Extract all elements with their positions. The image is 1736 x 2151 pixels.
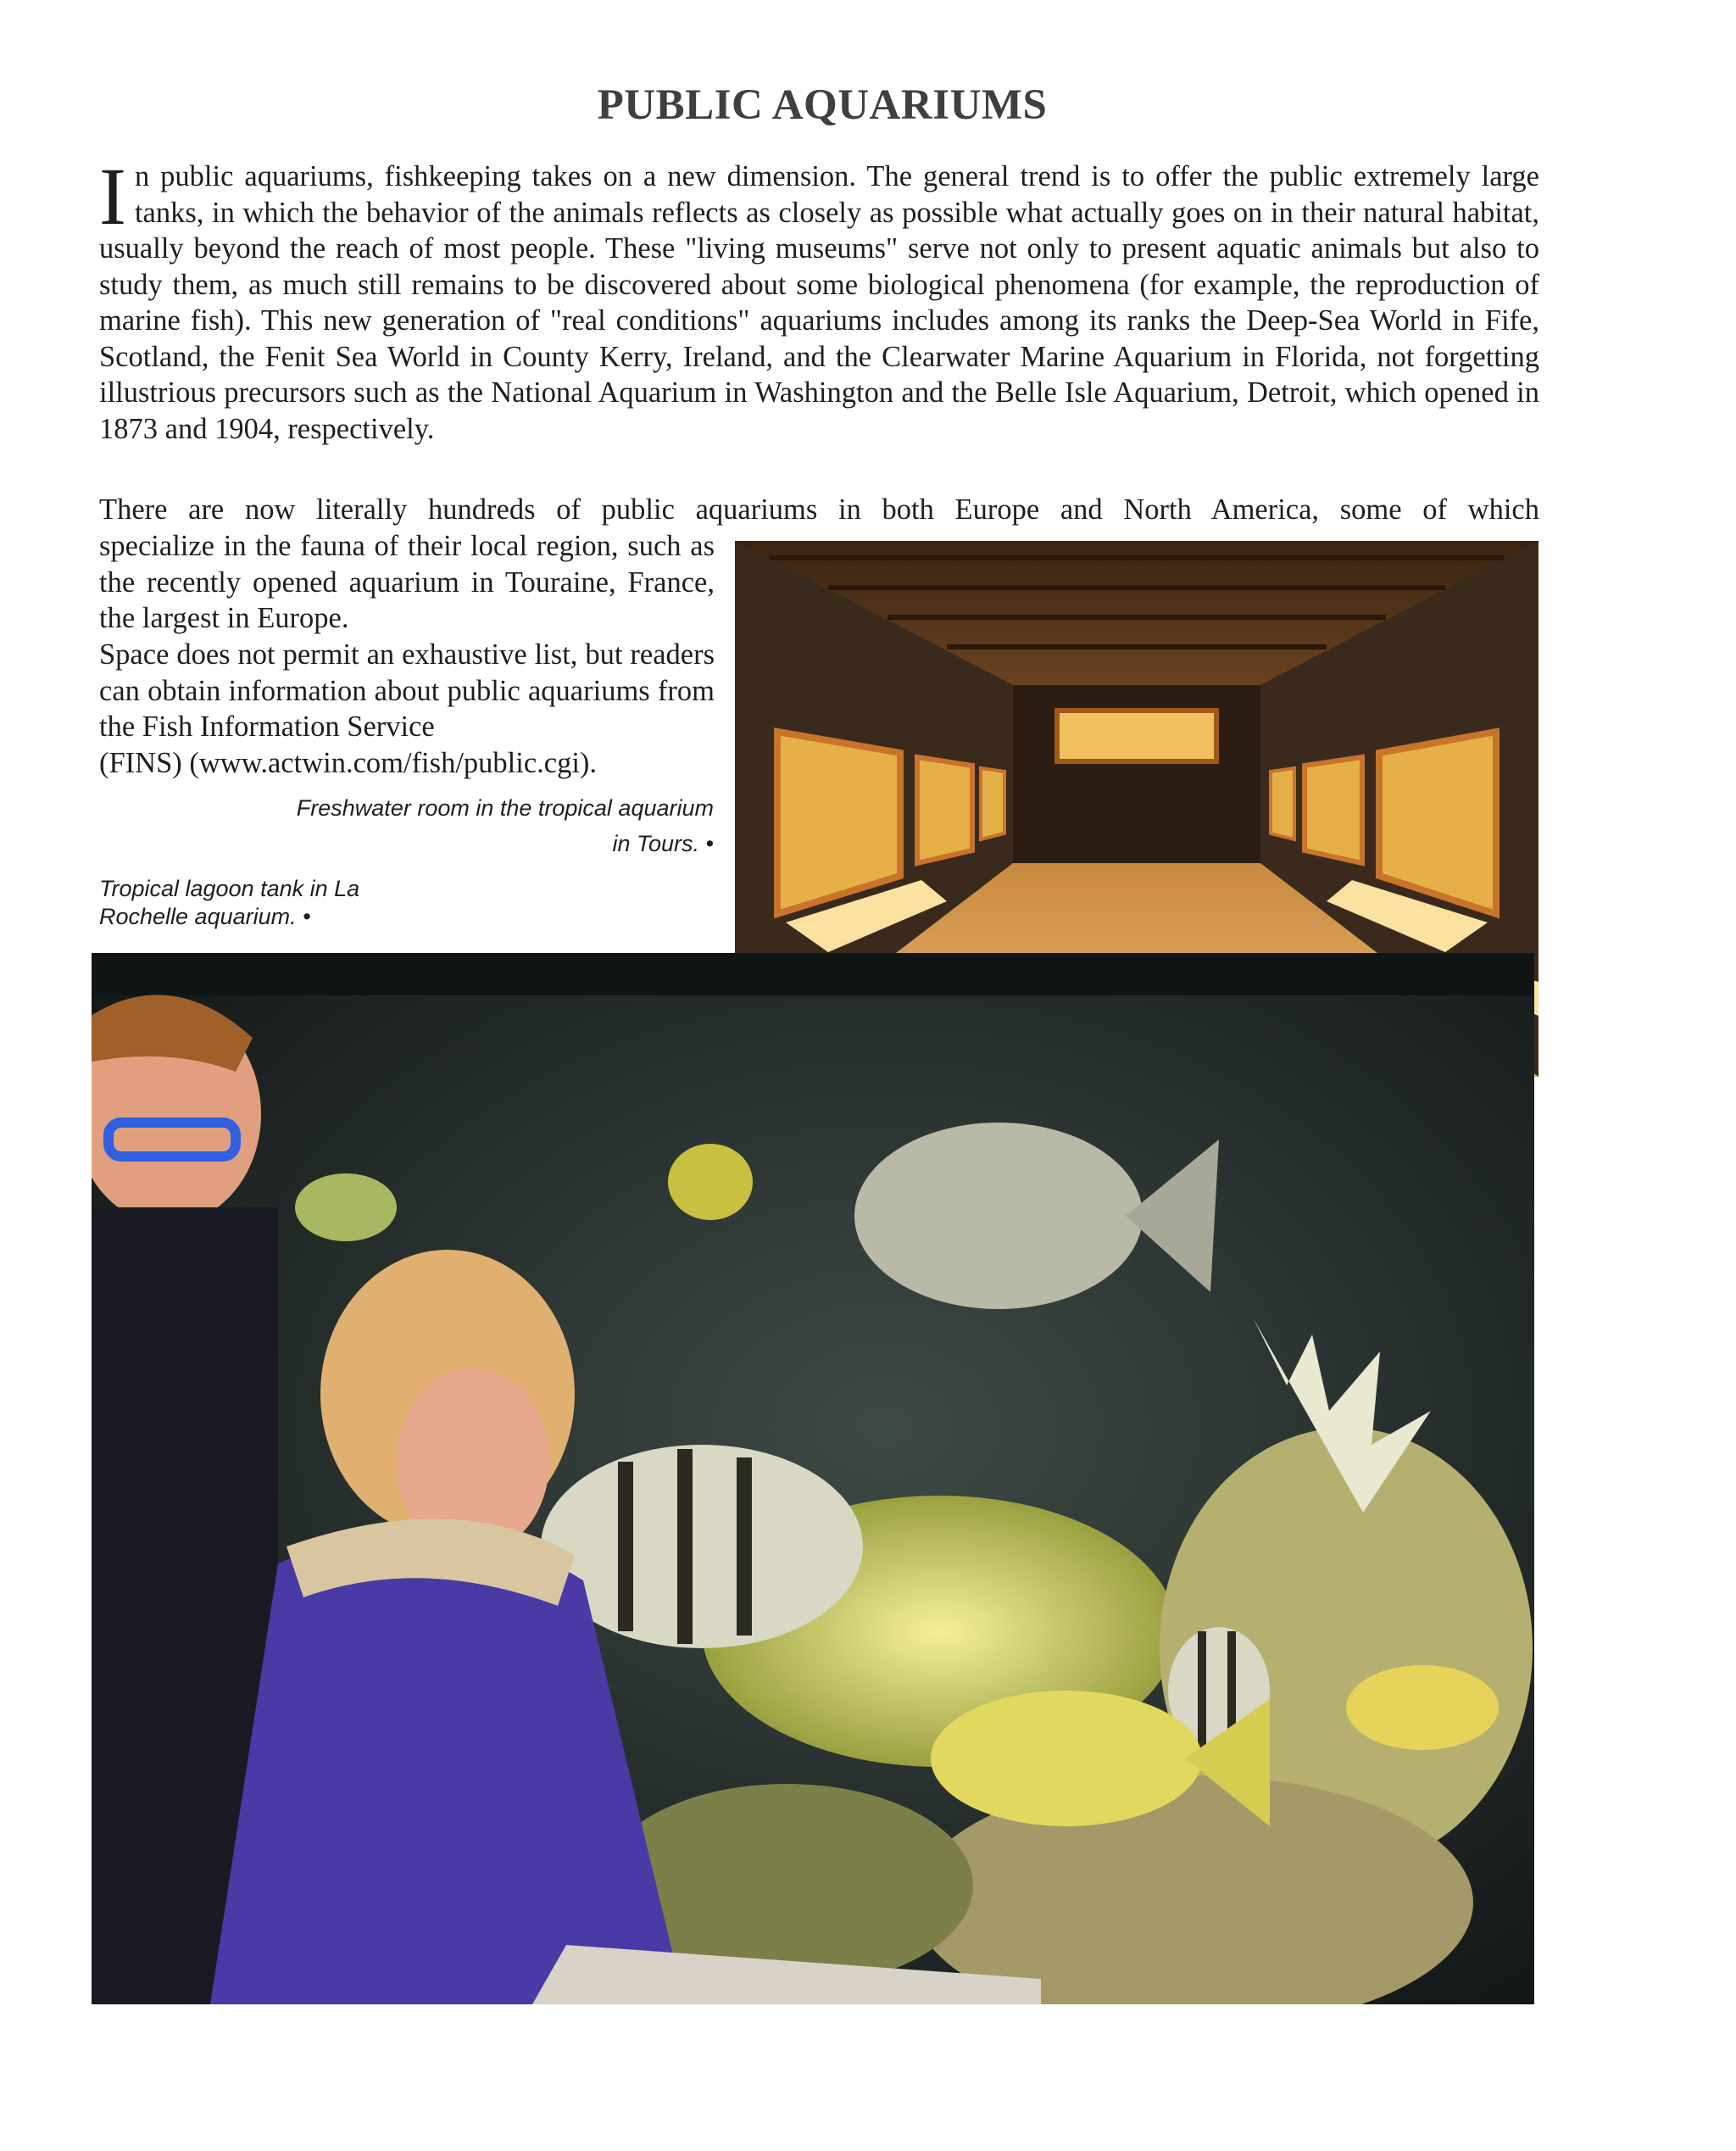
page-title: PUBLIC AQUARIUMS bbox=[597, 81, 1048, 129]
paragraph-three-text: Space does not permit an exhaustive list, but readers can obtain information about public aquariums from the Fish Information Service bbox=[99, 638, 715, 743]
fins-url-line: (FINS) (www.actwin.com/fish/public.cgi). bbox=[99, 746, 598, 779]
paragraph-three bbox=[99, 637, 715, 781]
drop-cap: I bbox=[99, 151, 126, 242]
paragraph-two-first-line: There are now literally hundreds of public aquariums in both Europe and North America, some of which bbox=[99, 493, 1539, 526]
caption-freshwater-room: Freshwater room in the tropical aquarium in Tours. • bbox=[296, 795, 714, 856]
lagoon-tank-photo bbox=[92, 953, 1534, 2004]
intro-paragraph bbox=[99, 151, 1539, 447]
caption-lagoon-tank: Tropical lagoon tank in La Rochelle aquarium. • bbox=[99, 876, 360, 929]
intro-paragraph-text: n public aquariums, fishkeeping takes on a new dimension. The general trend is to offer the public extremely large tanks, in which the behavior of the animals reflects as closely as possible what actually goes on in their natural habitat, usually beyond the reach of most people. These "living museums" serve not only to present aquatic animals but also to study them, as much still remains to be discovered about some biological phenomena (for example, the reproduction of marine fish). This new generation of "real conditions" aquariums includes among its ranks the Deep-Sea World in Fife, Scotland, the Fenit Sea World in County Kerry, Ireland, and the Clearwater Marine Aquarium in Florida, not forgetting illustrious precursors such as the National Aquarium in Washington and the Belle Isle Aquarium, Detroit, which opened in 1873 and 1904, respectively. bbox=[99, 160, 1539, 445]
paragraph-two-continued: specialize in the fauna of their local region, such as the recently opened aquarium in Touraine, France, the largest in Europe. bbox=[99, 530, 715, 634]
